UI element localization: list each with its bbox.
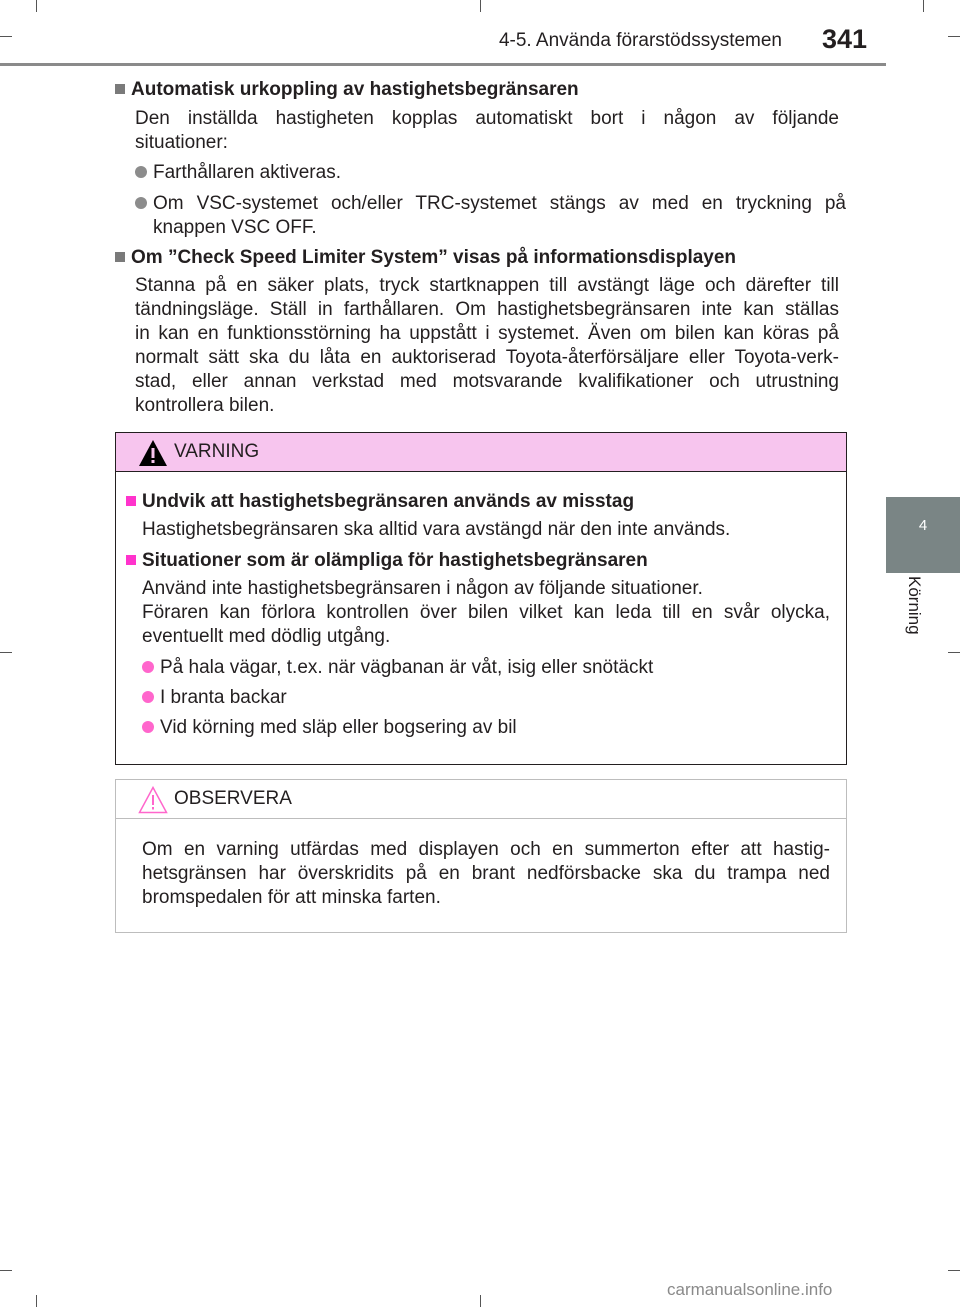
dot-bullet-icon [135, 166, 147, 178]
crop-mark [948, 652, 960, 653]
crop-mark [480, 0, 481, 12]
crop-mark [0, 652, 12, 653]
paragraph-line: normalt sätt ska du låta en auktoriserad Toyota-återförsäljare eller Toyota-verk- [135, 347, 839, 368]
chapter-tab [886, 497, 960, 573]
dot-bullet-icon [142, 721, 154, 733]
heading-text: Situationer som är olämpliga för hastighetsbegränsaren [142, 550, 648, 571]
crop-mark [948, 1270, 960, 1271]
heading-text: Undvik att hastighetsbegränsaren används av misstag [142, 491, 635, 512]
paragraph-line: stad, eller annan verkstad med motsvarande kvalifikationer och utrustning [135, 371, 839, 392]
bullet-text: På hala vägar, t.ex. när vägbanan är våt, isig eller snötäckt [160, 657, 654, 678]
notice-text: hetsgränsen har överskridits på en brant nedförsbacke ska du trampa ned [142, 863, 830, 884]
notice-text: Om en varning utfärdas med displayen och en summerton efter att hastig- [142, 839, 830, 860]
square-bullet-icon [126, 496, 136, 506]
bullet-continuation: knappen VSC OFF. [153, 217, 317, 238]
paragraph-line: Stanna på en säker plats, tryck startknappen till avstängt läge och därefter till [135, 275, 839, 296]
heading-text: Om ”Check Speed Limiter System” visas på informationsdisplayen [131, 247, 737, 268]
dot-bullet-icon [142, 691, 154, 703]
warning-triangle-icon [138, 439, 168, 467]
section-heading [115, 246, 736, 270]
crop-mark [0, 1270, 12, 1271]
crop-mark [36, 0, 37, 12]
warning-title: VARNING [174, 441, 260, 462]
paragraph-line: kontrollera bilen. [135, 395, 275, 416]
notice-text: bromspedalen för att minska farten. [142, 887, 441, 908]
watermark: carmanualsonline.info [667, 1280, 833, 1299]
page-number: 341 [822, 24, 868, 54]
bullet-item [142, 656, 653, 680]
bullet-item [135, 192, 846, 216]
warning-text: eventuellt med dödlig utgång. [142, 626, 391, 647]
crop-mark [923, 0, 924, 12]
dot-bullet-icon [135, 197, 147, 209]
header-rule [0, 63, 886, 66]
notice-title: OBSERVERA [174, 788, 292, 809]
dot-bullet-icon [142, 661, 154, 673]
paragraph-line: Den inställda hastigheten kopplas automatiskt bort i någon av följande [135, 108, 839, 129]
heading-text: Automatisk urkoppling av hastighetsbegränsaren [131, 79, 579, 100]
bullet-item [142, 716, 517, 740]
crop-mark [948, 36, 960, 37]
bullet-item [135, 161, 341, 185]
paragraph-line: situationer: [135, 132, 228, 153]
bullet-text: Om VSC-systemet och/eller TRC-systemet stängs av med en tryckning på [153, 193, 846, 214]
warning-subheading [126, 490, 634, 514]
square-bullet-icon [126, 555, 136, 565]
bullet-text: I branta backar [160, 687, 287, 708]
bullet-text: Vid körning med släp eller bogsering av bil [160, 717, 517, 738]
paragraph-line: in kan en funktionsstörning ha uppstått i systemet. Även om bilen kan köras på [135, 323, 839, 344]
crop-mark [36, 1295, 37, 1307]
crop-mark [480, 1295, 481, 1307]
section-heading [115, 78, 579, 102]
caution-triangle-icon [138, 786, 168, 814]
warning-text: Hastighetsbegränsaren ska alltid vara avstängd när den inte används. [142, 519, 731, 540]
paragraph-line: tändningsläge. Ställ in farthållaren. Om hastighetsbegränsaren inte kan ställas [135, 299, 839, 320]
square-bullet-icon [115, 252, 125, 262]
notice-header [116, 780, 846, 819]
chapter-label: Körning [905, 576, 924, 635]
bullet-item [142, 686, 287, 710]
warning-header [116, 433, 846, 472]
crop-mark [0, 36, 12, 37]
bullet-text: Farthållaren aktiveras. [153, 162, 341, 183]
warning-text: Föraren kan förlora kontrollen över bilen vilket kan leda till en svår olycka, [142, 602, 830, 623]
warning-text: Använd inte hastighetsbegränsaren i någon av följande situationer. [142, 578, 703, 599]
section-title: 4-5. Använda förarstödssystemen [498, 30, 782, 51]
chapter-number: 4 [918, 517, 928, 534]
warning-subheading [126, 549, 648, 573]
square-bullet-icon [115, 84, 125, 94]
